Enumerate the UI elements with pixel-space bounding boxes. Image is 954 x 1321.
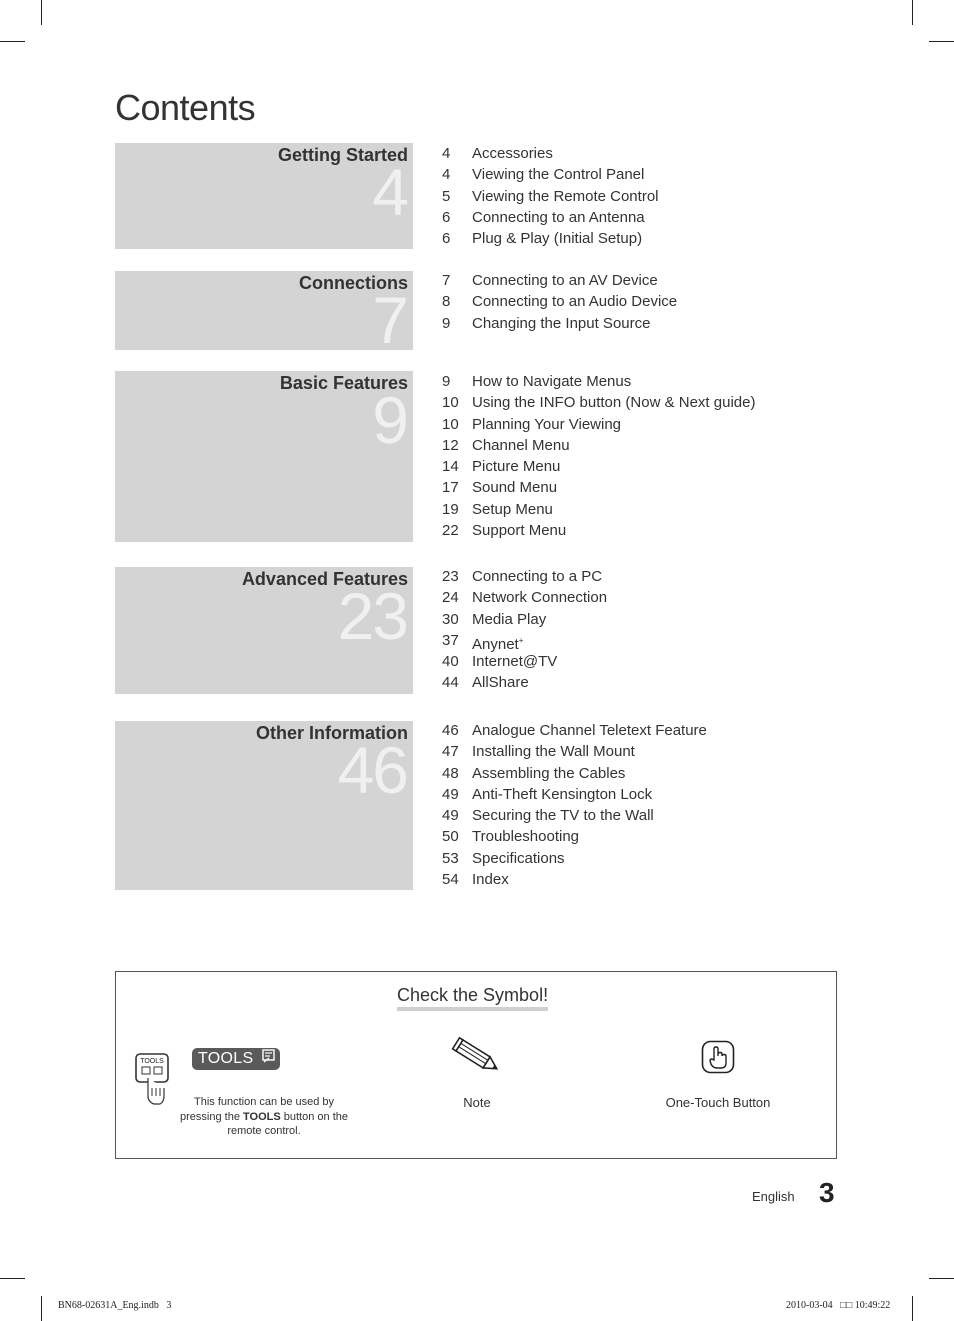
crop-mark [41,0,42,25]
print-slug-timestamp: 2010-03-04 □□ 10:49:22 [786,1300,891,1311]
tools-desc-bold: TOOLS [243,1110,281,1123]
toc-entry[interactable] [441,392,821,413]
pencil-icon [450,1036,504,1083]
toc-entry-label: Connecting to a PC [472,568,603,585]
toc-page-number: 6 [442,208,451,226]
section-number: 7 [372,283,407,350]
toc-page-number: 44 [442,674,459,692]
toc-page-number: 50 [442,828,459,846]
toc-entry-label: Internet@TV [472,653,558,671]
superscript-plus: + [518,635,524,645]
toc-entry[interactable] [441,741,821,762]
toc-entry[interactable] [441,313,821,334]
toc-page-number: 53 [442,849,459,867]
crop-mark [0,41,25,42]
section-getting-started [115,143,413,249]
section-title: Getting Started [277,145,408,165]
toc-page-number: 49 [442,785,459,803]
toc-entry[interactable] [441,228,821,249]
crop-mark [929,1278,954,1279]
symbol-legend-box [115,971,837,1159]
crop-mark [929,41,954,42]
note-label: Note [463,1095,491,1110]
toc-page-number: 47 [442,743,459,761]
tools-menu-icon [261,1048,277,1070]
toc-page-number: 12 [442,436,459,454]
section-connections [115,271,413,350]
toc-entry-label: How to Navigate Menus [472,373,632,390]
page-number: 3 [819,1177,835,1208]
toc-list-other-information [441,720,821,890]
toc-entry-label: Network Connection [472,589,608,607]
toc-list-advanced-features [441,566,821,694]
toc-entry-label: Viewing the Control Panel [472,166,645,184]
toc-list-connections [441,270,821,334]
symbol-legend-heading: Check the Symbol! [397,985,548,1011]
toc-entry[interactable] [441,609,821,630]
toc-entry-label: Support Menu [472,522,567,540]
toc-entry-label: Installing the Wall Mount [472,743,635,761]
toc-page-number: 5 [442,187,451,205]
one-touch-button-label: One-Touch Button [665,1095,771,1110]
toc-entry-label: Connecting to an AV Device [472,272,658,289]
toc-entry-label: Picture Menu [472,458,561,476]
toc-entry-label: Sound Menu [472,479,558,497]
toc-page-number: 9 [442,373,451,390]
toc-page-number: 6 [442,230,451,248]
toc-page-number: 10 [442,415,459,433]
toc-entry-label: Connecting to an Antenna [472,208,645,226]
toc-entry[interactable] [441,805,821,826]
crop-mark [0,1278,25,1279]
toc-entry[interactable] [441,499,821,520]
toc-entry-label: Changing the Input Source [472,314,651,332]
toc-entry[interactable] [441,164,821,185]
toc-entry[interactable] [441,763,821,784]
toc-page-number: 23 [442,568,459,585]
toc-entry-label: Using the INFO button (Now & Next guide) [472,394,756,412]
finger-touch-icon [701,1040,735,1079]
section-other-information [115,721,413,890]
toc-entry[interactable] [441,720,821,741]
tools-badge-label: TOOLS [198,1050,254,1068]
tools-remote-label: TOOLS [140,1058,164,1065]
print-slug-file: BN68-02631A_Eng.indb 3 [58,1300,172,1311]
toc-entry[interactable] [441,371,821,392]
toc-page-number: 49 [442,807,459,825]
toc-list-getting-started [441,143,821,249]
toc-page-number: 17 [442,479,459,497]
toc-entry-label: Accessories [472,145,553,162]
toc-page-number: 19 [442,500,459,518]
toc-entry[interactable] [441,651,821,672]
toc-entry[interactable] [441,477,821,498]
toc-entry-label: Setup Menu [472,500,553,518]
toc-entry-label: Specifications [472,849,565,867]
toc-page-number: 48 [442,764,459,782]
toc-entry[interactable] [441,587,821,608]
tools-symbol-badge [192,1048,280,1070]
toc-entry-label: Viewing the Remote Control [472,187,659,205]
toc-page-number: 10 [442,394,459,412]
toc-entry[interactable] [441,566,821,587]
toc-page-number: 22 [442,522,459,540]
toc-page-number: 7 [442,272,451,289]
crop-mark [912,1296,913,1321]
toc-entry[interactable] [441,270,821,291]
section-number: 23 [337,579,407,653]
toc-entry-label: Index [472,871,509,889]
crop-mark [41,1296,42,1321]
toc-entry[interactable] [441,207,821,228]
toc-page-number: 4 [442,166,451,184]
toc-entry-label: Assembling the Cables [472,764,626,782]
tools-desc-text-end: button on the remote control. [227,1110,348,1137]
toc-entry-label: AllShare [472,674,529,692]
toc-entry-text: Anynet [472,635,519,653]
crop-mark [912,0,913,25]
section-number: 9 [372,383,407,457]
toc-entry[interactable] [441,826,821,847]
tools-button-icon [134,1052,174,1115]
toc-entry[interactable] [441,435,821,456]
toc-entry-label: Anti-Theft Kensington Lock [472,785,653,803]
toc-entry[interactable] [441,143,821,164]
tools-desc-text: This function can be used by pressing the [180,1096,335,1123]
toc-page-number: 24 [442,589,459,607]
toc-entry[interactable] [441,456,821,477]
toc-page-number: 4 [442,145,451,162]
section-basic-features [115,371,413,542]
section-title: Other Information [256,723,408,743]
page-title: Contents [115,87,256,128]
toc-page-number: 8 [442,293,451,311]
section-advanced-features [115,567,413,694]
toc-entry-label: Connecting to an Audio Device [472,293,678,311]
toc-entry[interactable] [441,186,821,207]
toc-page-number: 30 [442,610,459,628]
toc-page-number: 40 [442,653,459,671]
toc-page-number: 14 [442,458,459,476]
section-number: 46 [337,733,407,807]
toc-entry[interactable] [441,869,821,890]
section-number: 4 [372,155,407,229]
toc-entry[interactable] [441,630,821,651]
toc-page-number: 46 [442,722,459,739]
toc-entry-label: Channel Menu [472,436,570,454]
toc-entry[interactable] [441,414,821,435]
toc-entry[interactable] [441,520,821,541]
toc-entry-label: Analogue Channel Teletext Feature [472,722,707,739]
toc-entry-label: Securing the TV to the Wall [472,807,654,825]
section-title: Advanced Features [241,569,408,589]
toc-entry[interactable] [441,291,821,312]
toc-entry-label: Plug & Play (Initial Setup) [472,230,643,248]
toc-entry[interactable] [441,672,821,693]
section-title: Connections [298,273,408,293]
toc-entry[interactable] [441,848,821,869]
toc-page-number: 54 [442,871,459,889]
toc-page-number: 37 [442,631,459,649]
toc-entry-label: Troubleshooting [472,828,580,846]
toc-entry-label: Planning Your Viewing [472,415,622,433]
toc-entry[interactable] [441,784,821,805]
tools-description [174,1095,354,1139]
section-title: Basic Features [279,373,408,393]
toc-entry-label: Media Play [472,610,547,628]
toc-list-basic-features [441,371,821,541]
toc-page-number: 9 [442,314,451,332]
footer-language: English [752,1189,795,1204]
